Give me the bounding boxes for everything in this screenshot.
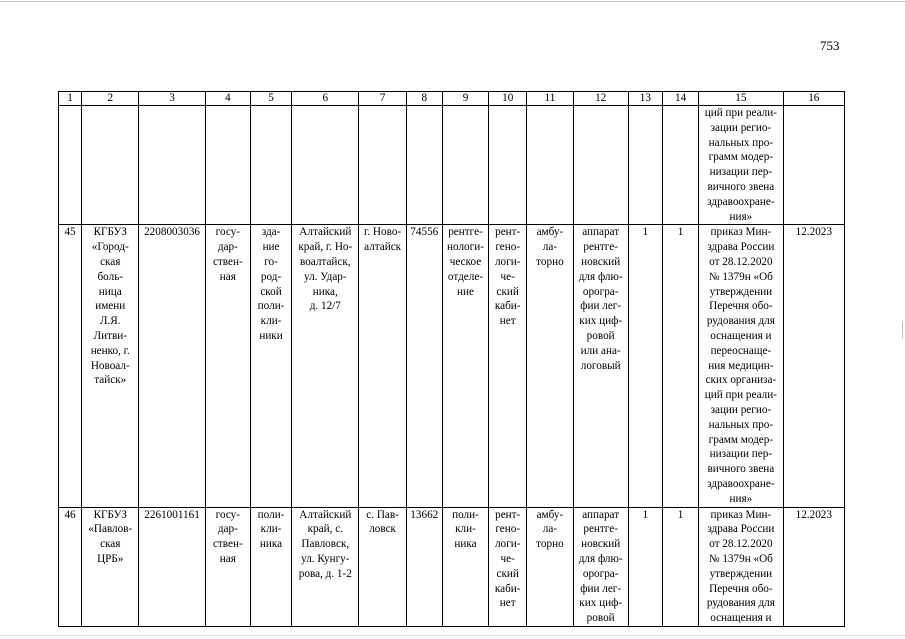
empty-cell bbox=[59, 106, 82, 225]
organization-name-cell: КГБУЗ «Павлов- ская ЦРБ» bbox=[82, 507, 139, 626]
room-cell: рент- гено- логи- че- ский каби- нет bbox=[489, 225, 527, 507]
header-cell: 4 bbox=[205, 92, 250, 106]
empty-cell bbox=[573, 106, 628, 225]
header-cell: 13 bbox=[628, 92, 662, 106]
scan-border-top bbox=[0, 1, 905, 2]
empty-cell bbox=[139, 106, 205, 225]
empty-cell bbox=[662, 106, 698, 225]
header-cell: 6 bbox=[292, 92, 359, 106]
header-cell: 12 bbox=[573, 92, 628, 106]
organization-name-cell: КГБУЗ «Город- ская боль- ница имени Л.Я. Литви- ненко, г. Новоал- тайск» bbox=[82, 225, 139, 507]
basis-cell: ций при реали- зации регио- нальных про- грамм модер- низации пер- вичного звена здравоохране- ния» bbox=[699, 106, 783, 225]
empty-cell bbox=[205, 106, 250, 225]
code-cell: 13662 bbox=[406, 507, 442, 626]
care-type-cell: амбу- ла- торно bbox=[527, 507, 573, 626]
empty-cell bbox=[250, 106, 291, 225]
equipment-register-table bbox=[58, 91, 845, 627]
column-number-row bbox=[59, 92, 845, 106]
basis-cell: приказ Мин- здрава России от 28.12.2020 № 1379н «Об утверждении Перечня обо- рудования для оснащения и переоснаще- ния медицин- ских организа- ций при реали- зации регио- нальных про- грамм модер- низации пер- вичного звена здравоохране- ния» bbox=[699, 225, 783, 507]
quantity-cell: 1 bbox=[662, 225, 698, 507]
equipment-cell: аппарат рентге- новский для флю- орогра- фии лег- ких циф- ровой bbox=[573, 507, 628, 626]
quantity-cell: 1 bbox=[628, 507, 662, 626]
address-cell: Алтайский край, г. Но- воалтайск, ул. Удар- ника, д. 12/7 bbox=[292, 225, 359, 507]
row-number-cell: 46 bbox=[59, 507, 82, 626]
header-cell: 14 bbox=[662, 92, 698, 106]
header-cell: 16 bbox=[783, 92, 844, 106]
table-row-continuation bbox=[59, 106, 845, 225]
table-row bbox=[59, 507, 845, 626]
header-cell: 7 bbox=[359, 92, 406, 106]
page-number: 753 bbox=[820, 38, 840, 53]
quantity-cell: 1 bbox=[662, 507, 698, 626]
empty-cell bbox=[783, 106, 844, 225]
header-cell: 11 bbox=[527, 92, 573, 106]
scan-border-bottom bbox=[0, 635, 905, 636]
building-cell: зда- ние го- род- ской поли- кли- ники bbox=[250, 225, 291, 507]
table-row bbox=[59, 225, 845, 507]
header-cell: 2 bbox=[82, 92, 139, 106]
date-cell: 12.2023 bbox=[783, 225, 844, 507]
empty-cell bbox=[82, 106, 139, 225]
locality-cell: с. Пав- ловск bbox=[359, 507, 406, 626]
quantity-cell: 1 bbox=[628, 225, 662, 507]
empty-cell bbox=[442, 106, 488, 225]
basis-cell: приказ Мин- здрава России от 28.12.2020 № 1379н «Об утверждении Перечня обо- рудования для оснащения и bbox=[699, 507, 783, 626]
header-cell: 8 bbox=[406, 92, 442, 106]
empty-cell bbox=[489, 106, 527, 225]
empty-cell bbox=[292, 106, 359, 225]
address-cell: Алтайский край, с. Павловск, ул. Кунгу- рова, д. 1-2 bbox=[292, 507, 359, 626]
scan-edge-mark bbox=[902, 322, 903, 338]
care-type-cell: амбу- ла- торно bbox=[527, 225, 573, 507]
row-number-cell: 45 bbox=[59, 225, 82, 507]
building-cell: поли- кли- ника bbox=[250, 507, 291, 626]
empty-cell bbox=[406, 106, 442, 225]
code-cell: 74556 bbox=[406, 225, 442, 507]
empty-cell bbox=[527, 106, 573, 225]
equipment-cell: аппарат рентге- новский для флю- орогра- фии лег- ких циф- ровой или ана- логовый bbox=[573, 225, 628, 507]
unit-cell: поли- кли- ника bbox=[442, 507, 488, 626]
empty-cell bbox=[628, 106, 662, 225]
header-cell: 10 bbox=[489, 92, 527, 106]
date-cell: 12.2023 bbox=[783, 507, 844, 626]
unit-cell: рентге- нологи- ческое отделе- ние bbox=[442, 225, 488, 507]
locality-cell: г. Ново- алтайск bbox=[359, 225, 406, 507]
ownership-cell: госу- дар- ствен- ная bbox=[205, 507, 250, 626]
room-cell: рент- гено- логи- че- ский каби- нет bbox=[489, 507, 527, 626]
inn-cell: 2261001161 bbox=[139, 507, 205, 626]
ownership-cell: госу- дар- ствен- ная bbox=[205, 225, 250, 507]
header-cell: 5 bbox=[250, 92, 291, 106]
header-cell: 9 bbox=[442, 92, 488, 106]
empty-cell bbox=[359, 106, 406, 225]
header-cell: 1 bbox=[59, 92, 82, 106]
inn-cell: 2208003036 bbox=[139, 225, 205, 507]
header-cell: 3 bbox=[139, 92, 205, 106]
header-cell: 15 bbox=[699, 92, 783, 106]
